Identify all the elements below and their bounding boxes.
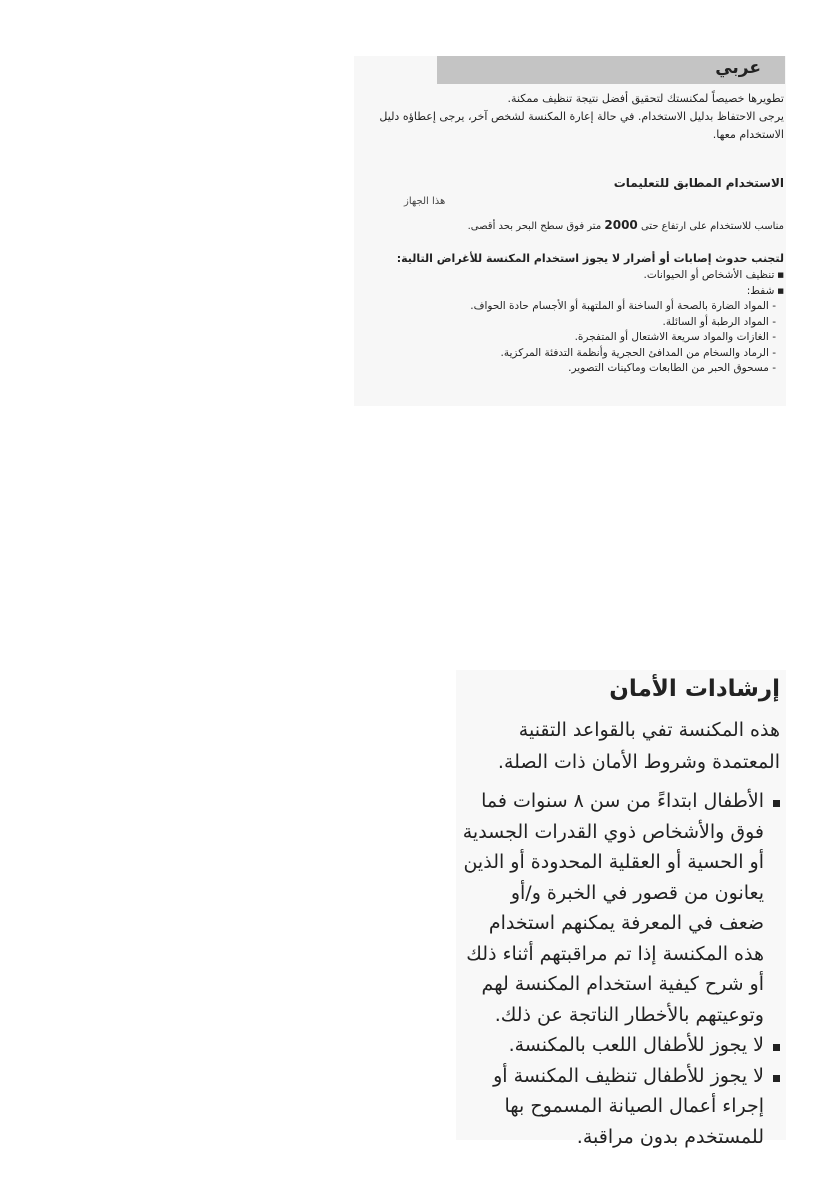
language-title: عربي — [715, 58, 761, 78]
list-item: - المواد الضارة بالصحة أو الساخنة أو الملتهبة أو الأجسام حادة الحواف. — [424, 299, 784, 315]
intro-paragraph — [374, 90, 784, 144]
list-item: ■ تنظيف الأشخاص أو الحيوانات. — [424, 268, 784, 284]
intro-line-2: يرجى الاحتفاظ بدليل الاستخدام. في حالة إعارة المكنسة لشخص آخر، يرجى إعطاؤه دليل الاستخدام معها. — [379, 110, 784, 141]
safety-list — [460, 786, 780, 1152]
altitude-note — [468, 218, 784, 232]
list-item: - الرماد والسخام من المدافئ الحجرية وأنظمة التدفئة المركزية. — [424, 346, 784, 362]
language-header-bar — [437, 56, 785, 84]
list-item: الأطفال ابتداءً من سن ٨ سنوات فما فوق والأشخاص ذوي القدرات الجسدية أو الحسية أو العقلية المحدودة أو الذين يعانون من قصور في الخبرة و/أو ضعف في المعرفة يمكنهم استخدام هذه المكنسة إذا تم مراقبتهم أثناء ذلك أو شرح كيفية استخدام المكنسة لهم وتوعيتهم بالأخطار الناتجة عن ذلك. — [460, 786, 780, 1030]
intended-use-heading: الاستخدام المطابق للتعليمات — [613, 176, 784, 190]
list-item: - مسحوق الحبر من الطابعات وماكينات التصوير. — [424, 361, 784, 377]
safety-title: إرشادات الأمان — [609, 676, 780, 702]
prohibited-list — [424, 268, 784, 377]
prohibited-heading: لتجنب حدوث إصابات أو أضرار لا يجوز استخدام المكنسة للأغراض التالية: — [396, 252, 784, 265]
list-item: لا يجوز للأطفال تنظيف المكنسة أو إجراء أعمال الصيانة المسموح بها للمستخدم بدون مراقبة. — [460, 1061, 780, 1153]
list-item: ■ شفط: — [424, 284, 784, 300]
safety-intro: هذه المكنسة تفي بالقواعد التقنية المعتمدة وشروط الأمان ذات الصلة. — [497, 719, 780, 773]
device-label: هذا الجهاز — [404, 196, 446, 207]
intro-line-1: تطويرها خصيصاً لمكنستك لتحقيق أفضل نتيجة تنظيف ممكنة. — [507, 92, 784, 105]
list-item: - المواد الرطبة أو السائلة. — [424, 315, 784, 331]
altitude-pre: مناسب للاستخدام على ارتفاع حتى — [637, 221, 784, 232]
altitude-value: 2000 — [604, 218, 638, 232]
list-item: لا يجوز للأطفال اللعب بالمكنسة. — [460, 1030, 780, 1061]
list-item: - الغازات والمواد سريعة الاشتعال أو المتفجرة. — [424, 330, 784, 346]
altitude-post: متر فوق سطح البحر بحد أقصى. — [467, 221, 605, 232]
